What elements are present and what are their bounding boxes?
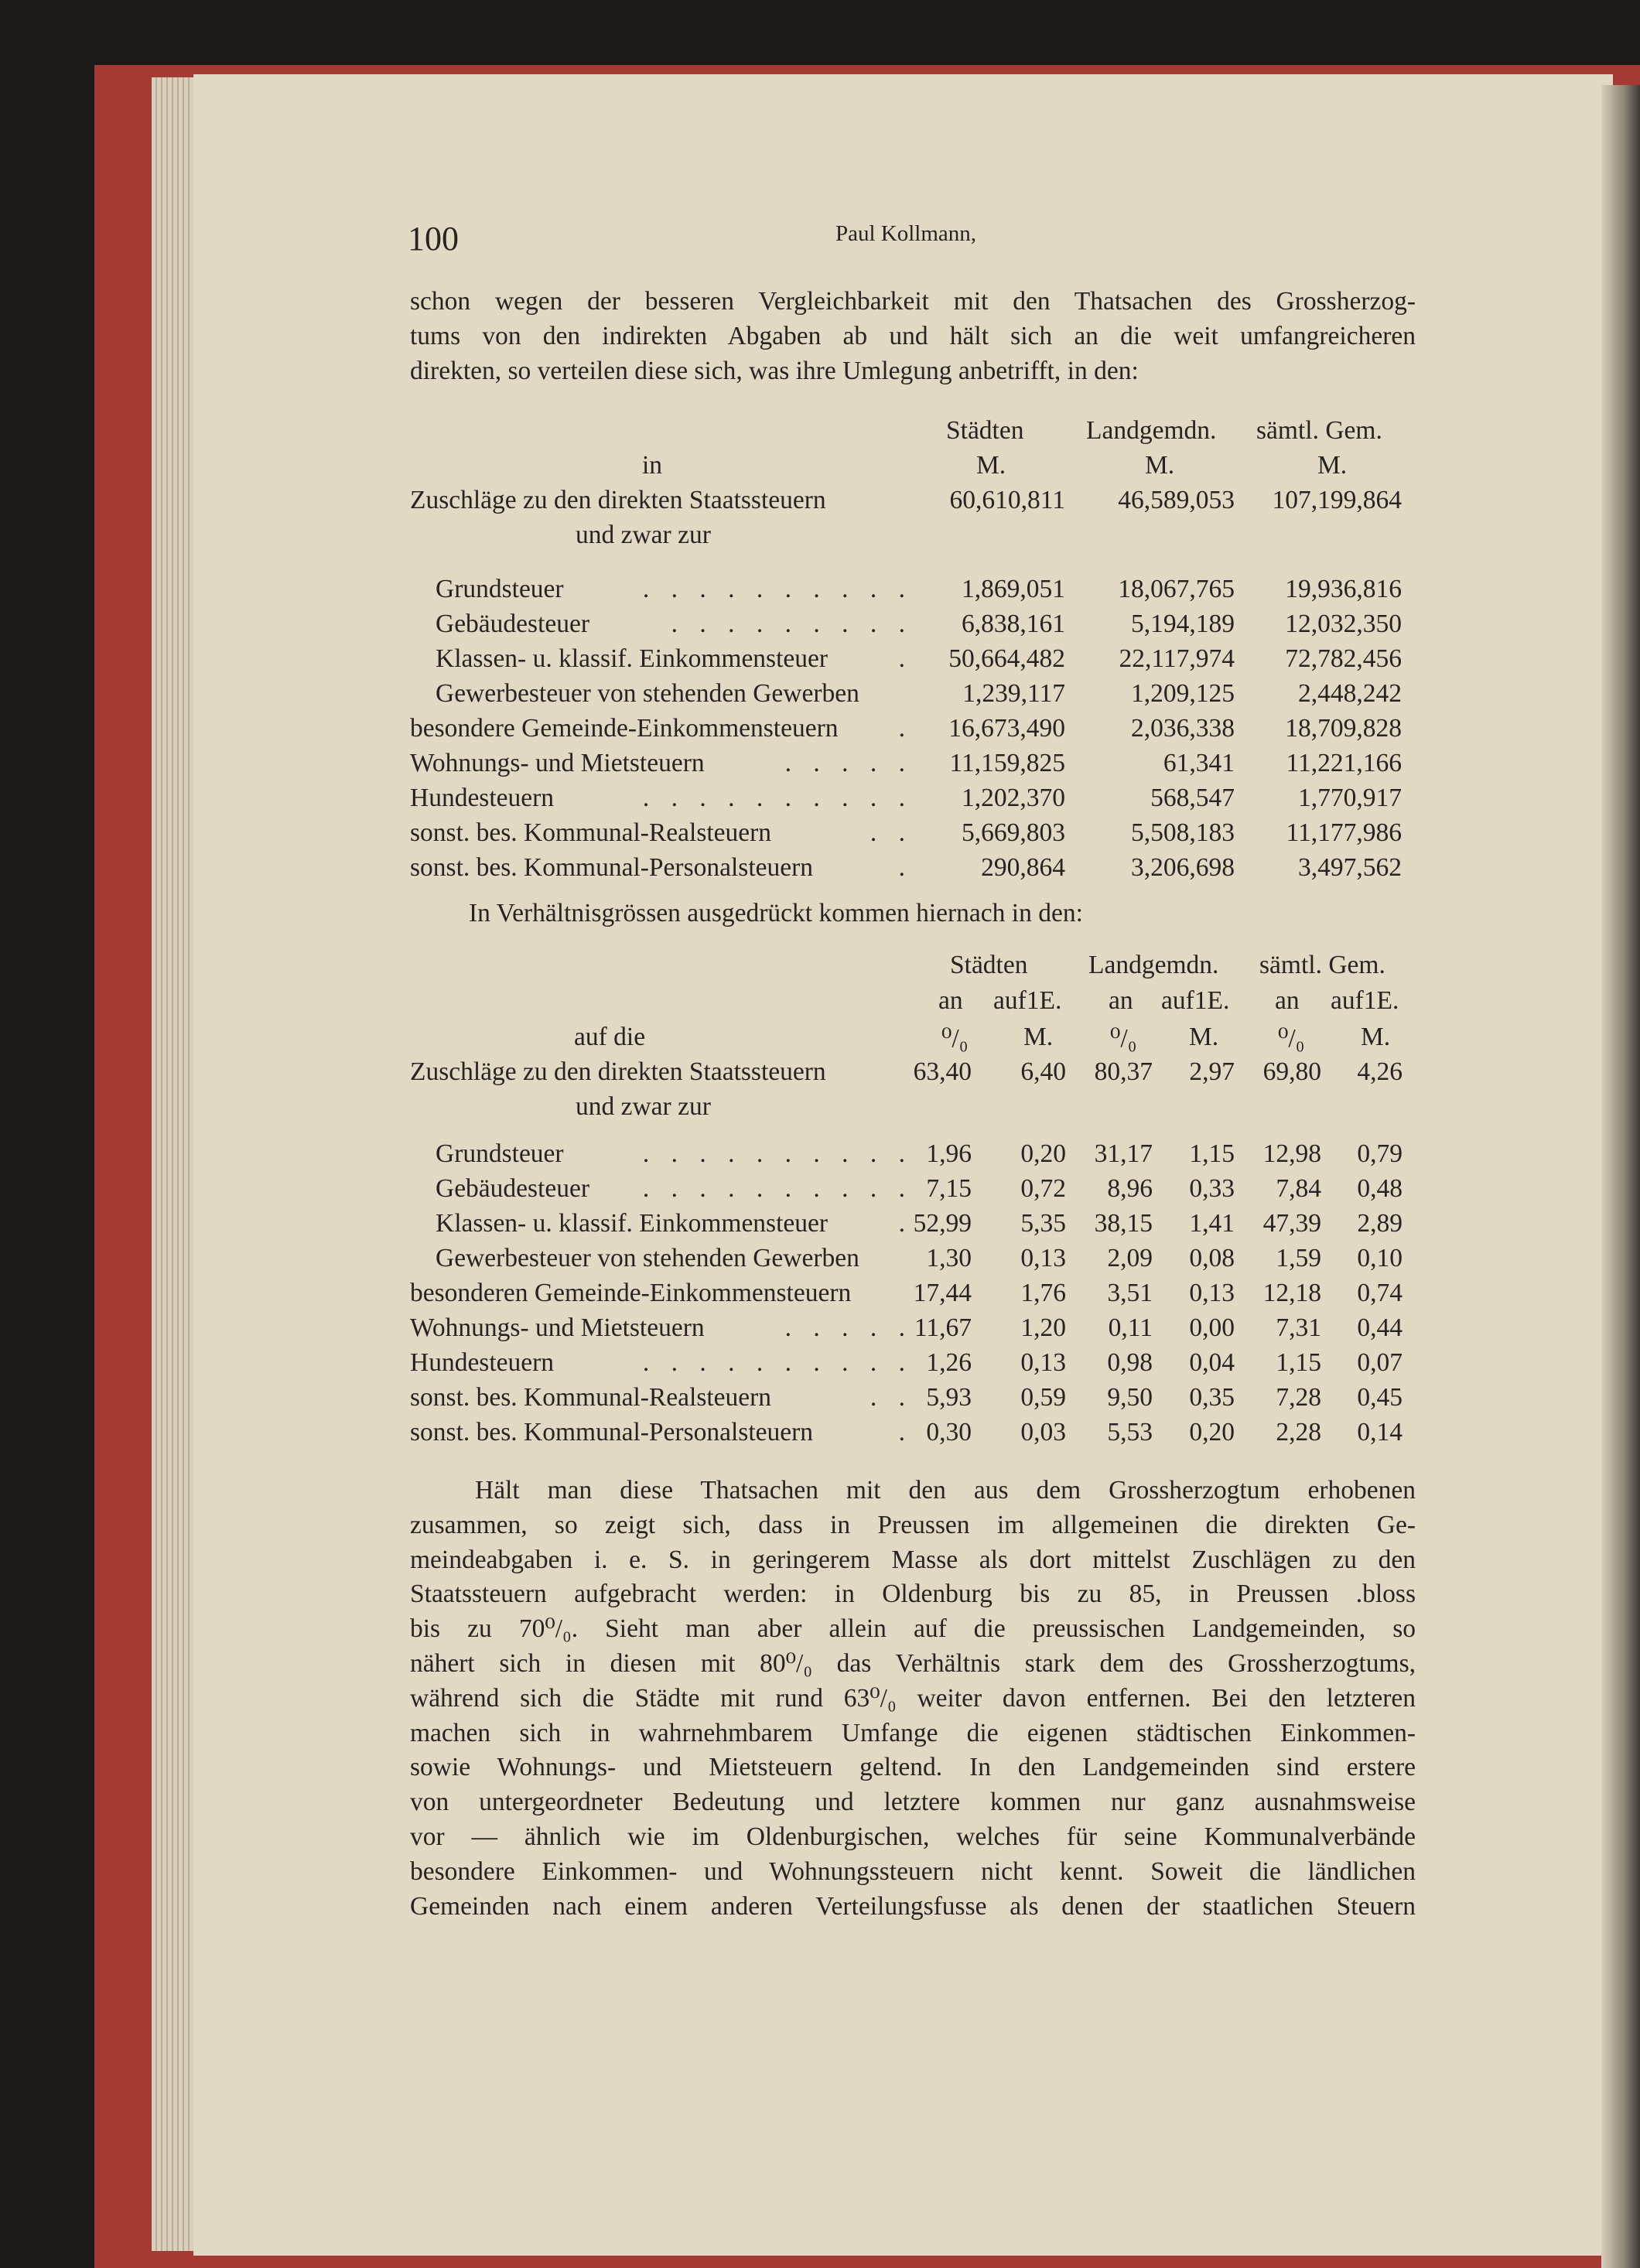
t2-header-staedten: Städten xyxy=(950,951,1028,979)
t2-header-percent: ⁰/₀ xyxy=(1278,1024,1305,1053)
t1-row-leader-dots: . . . . . xyxy=(784,749,913,777)
t2-header-auf1e: auf1E. xyxy=(1331,986,1399,1015)
t1-cell-saemtliche: 18,709,828 xyxy=(1285,714,1402,743)
t1-row-label: Klassen- u. klassif. Einkommensteuer xyxy=(436,644,829,673)
t2-cell: 0,45 xyxy=(1357,1383,1403,1412)
t2-cell: 1,15 xyxy=(1189,1139,1235,1168)
t2-cell: 4,26 xyxy=(1357,1057,1403,1086)
t1-row-leader-dots: . . . . . . . . . . xyxy=(642,575,913,603)
intro-paragraph xyxy=(410,285,1416,388)
t2-row-label: Hundesteuern xyxy=(410,1348,555,1377)
t2-header-percent: ⁰/₀ xyxy=(1110,1024,1137,1053)
t2-cell: 2,89 xyxy=(1357,1209,1403,1238)
t1-cell-saemtliche: 19,936,816 xyxy=(1285,575,1402,603)
t2-cell: 1,59 xyxy=(1276,1244,1321,1272)
t2-cell: 80,37 xyxy=(1094,1057,1153,1086)
t2-cell: 7,15 xyxy=(926,1174,972,1203)
t2-header-percent: ⁰/₀ xyxy=(941,1024,969,1053)
t2-cell: 0,33 xyxy=(1189,1174,1235,1203)
t1-cell-landgemeinden: 568,547 xyxy=(1150,784,1235,812)
t2-cell: 11,67 xyxy=(914,1313,972,1342)
t2-row-label: Klassen- u. klassif. Einkommensteuer xyxy=(436,1209,829,1238)
closing-line: Staatssteuern aufgebracht werden: in Oldenburg bis zu 85, in Preussen .bloss xyxy=(410,1580,1416,1609)
t2-row-label: Wohnungs- und Mietsteuern xyxy=(410,1313,705,1342)
t2-cell: 0,13 xyxy=(1020,1348,1066,1377)
t1-cell-staedten: 290,864 xyxy=(981,853,1065,882)
t2-cell: 0,10 xyxy=(1357,1244,1403,1272)
t1-cell-staedten: 60,610,811 xyxy=(949,486,1065,514)
t2-cell: 7,28 xyxy=(1276,1383,1321,1412)
t1-header-in: in xyxy=(642,451,663,480)
t2-cell: 7,31 xyxy=(1276,1313,1321,1342)
t1-cell-saemtliche: 1,770,917 xyxy=(1298,784,1402,812)
t1-cell-staedten: 11,159,825 xyxy=(949,749,1065,777)
t1-row-leader-dots: . . . . . . . . . . xyxy=(642,784,913,812)
t2-cell: 0,04 xyxy=(1189,1348,1235,1377)
t1-cell-staedten: 1,869,051 xyxy=(962,575,1065,603)
t2-cell: 38,15 xyxy=(1094,1209,1153,1238)
t1-cell-saemtliche: 11,221,166 xyxy=(1286,749,1402,777)
t1-cell-staedten: 50,664,482 xyxy=(948,644,1065,673)
t2-cell: 2,28 xyxy=(1276,1418,1321,1447)
t1-cell-staedten: 6,838,161 xyxy=(962,610,1065,638)
t1-row-leader-dots: . xyxy=(898,714,913,743)
t2-header-auf-die: auf die xyxy=(574,1023,646,1051)
t2-cell: 52,99 xyxy=(913,1209,972,1238)
t2-cell: 0,44 xyxy=(1357,1313,1403,1342)
t2-cell: 1,96 xyxy=(926,1139,972,1168)
running-head: Paul Kollmann, xyxy=(835,221,977,246)
t2-cell: 0,20 xyxy=(1020,1139,1066,1168)
t1-cell-staedten: 5,669,803 xyxy=(962,818,1065,847)
t2-cell: 1,26 xyxy=(926,1348,972,1377)
t1-cell-saemtliche: 3,497,562 xyxy=(1298,853,1402,882)
t2-header-an: an xyxy=(1275,986,1300,1015)
t1-cell-landgemeinden: 5,194,189 xyxy=(1131,610,1235,638)
t2-cell: 47,39 xyxy=(1262,1209,1321,1238)
t2-cell: 0,20 xyxy=(1189,1418,1235,1447)
t2-cell: 12,18 xyxy=(1262,1279,1321,1307)
t1-cell-saemtliche: 12,032,350 xyxy=(1285,610,1402,638)
t2-cell: 0,72 xyxy=(1020,1174,1066,1203)
t1-header-saemtliche: sämtl. Gem. xyxy=(1256,416,1382,445)
t2-cell: 0,13 xyxy=(1189,1279,1235,1307)
t2-row-label: sonst. bes. Kommunal-Personalsteuern xyxy=(410,1418,814,1447)
t1-cell-saemtliche: 2,448,242 xyxy=(1298,679,1402,708)
t2-row-label: Grundsteuer xyxy=(436,1139,564,1168)
t1-cell-landgemeinden: 2,036,338 xyxy=(1131,714,1235,743)
t2-header-auf1e: auf1E. xyxy=(993,986,1062,1015)
t2-cell: 8,96 xyxy=(1107,1174,1153,1203)
t2-row-leader-dots: . . . . . xyxy=(784,1313,913,1342)
t1-row-leader-dots: . xyxy=(898,853,913,882)
t2-header-an: an xyxy=(1109,986,1133,1015)
t2-cell: 2,09 xyxy=(1107,1244,1153,1272)
closing-line: meindeabgaben i. e. S. in geringerem Masse als dort mittelst Zuschlägen zu den xyxy=(410,1545,1416,1574)
t2-cell: 17,44 xyxy=(913,1279,972,1307)
t2-row-label: Zuschläge zu den direkten Staatssteuern xyxy=(410,1057,826,1086)
intro-line: direkten, so verteilen diese sich, was ihre Umlegung anbetrifft, in den: xyxy=(410,356,1139,385)
t2-cell: 1,41 xyxy=(1189,1209,1235,1238)
t1-row-label: Gewerbesteuer von stehenden Gewerben xyxy=(436,679,859,708)
t2-row-leader-dots: . xyxy=(898,1418,913,1447)
closing-paragraph xyxy=(410,1474,1416,1924)
t2-cell: 1,15 xyxy=(1276,1348,1321,1377)
t1-row-leader-dots: . . . . . . . . . xyxy=(671,610,913,638)
book-gutter xyxy=(1601,85,1640,2268)
t1-header-landgemeinden: Landgemdn. xyxy=(1086,416,1217,445)
t2-header-saemtliche: sämtl. Gem. xyxy=(1259,951,1385,979)
t2-cell: 5,93 xyxy=(926,1383,972,1412)
t2-header-auf1e: auf1E. xyxy=(1161,986,1230,1015)
closing-line: besondere Einkommen- und Wohnungssteuern nicht kennt. Soweit die ländlichen xyxy=(410,1856,1416,1886)
t1-cell-landgemeinden: 46,589,053 xyxy=(1118,486,1235,514)
closing-line: bis zu 70⁰/₀. Sieht man aber allein auf die preussischen Landgemeinden, so xyxy=(410,1614,1416,1644)
closing-line: sowie Wohnungs- und Mietsteuern geltend. In den Landgemeinden sind erstere xyxy=(410,1753,1416,1782)
t1-cell-staedten: 16,673,490 xyxy=(948,714,1065,743)
t2-cell: 6,40 xyxy=(1020,1057,1066,1086)
t1-row-leader-dots: . xyxy=(898,644,913,673)
t2-header-unit: M. xyxy=(1023,1023,1054,1051)
t1-row-label: Grundsteuer xyxy=(436,575,564,603)
t2-cell: 2,97 xyxy=(1189,1057,1235,1086)
t2-row-leader-dots: . xyxy=(898,1209,913,1238)
t2-cell: 12,98 xyxy=(1262,1139,1321,1168)
closing-line: während sich die Städte mit rund 63⁰/₀ weiter davon entfernen. Bei den letzteren xyxy=(410,1683,1416,1713)
t2-sub-label: und zwar zur xyxy=(576,1092,711,1121)
t2-cell: 0,59 xyxy=(1020,1383,1066,1412)
t2-cell: 0,03 xyxy=(1020,1418,1066,1447)
t1-cell-landgemeinden: 22,117,974 xyxy=(1119,644,1235,673)
t1-sub-label: und zwar zur xyxy=(576,521,711,549)
t2-header-an: an xyxy=(938,986,963,1015)
t1-row-label: sonst. bes. Kommunal-Realsteuern xyxy=(410,818,772,847)
t2-cell: 0,07 xyxy=(1357,1348,1403,1377)
t2-cell: 69,80 xyxy=(1262,1057,1321,1086)
t2-cell: 3,51 xyxy=(1107,1279,1153,1307)
t2-cell: 0,35 xyxy=(1189,1383,1235,1412)
t1-cell-saemtliche: 72,782,456 xyxy=(1285,644,1402,673)
closing-line: Gemeinden nach einem anderen Verteilungsfusse als denen der staatlichen Steuern xyxy=(410,1891,1416,1921)
t2-cell: 5,53 xyxy=(1107,1418,1153,1447)
t1-row-label: sonst. bes. Kommunal-Personalsteuern xyxy=(410,853,814,882)
t2-cell: 5,35 xyxy=(1020,1209,1066,1238)
t2-cell: 0,00 xyxy=(1189,1313,1235,1342)
t1-cell-landgemeinden: 61,341 xyxy=(1163,749,1235,777)
t1-row-label: Zuschläge zu den direkten Staatssteuern xyxy=(410,486,826,514)
t1-cell-landgemeinden: 1,209,125 xyxy=(1131,679,1235,708)
t2-header-landgemeinden: Landgemdn. xyxy=(1088,951,1219,979)
t2-row-label: Gewerbesteuer von stehenden Gewerben xyxy=(436,1244,859,1272)
page-number: 100 xyxy=(408,220,459,258)
t1-cell-staedten: 1,202,370 xyxy=(962,784,1065,812)
t1-cell-saemtliche: 11,177,986 xyxy=(1286,818,1402,847)
t1-header-unit: M. xyxy=(1145,451,1175,480)
t2-header-unit: M. xyxy=(1361,1023,1391,1051)
t2-row-label: besonderen Gemeinde-Einkommensteuern xyxy=(410,1279,852,1307)
t1-cell-landgemeinden: 18,067,765 xyxy=(1118,575,1235,603)
t1-row-label: Gebäudesteuer xyxy=(436,610,590,638)
closing-line: Hält man diese Thatsachen mit den aus dem Grossherzogtum erhobenen xyxy=(475,1476,1416,1505)
t2-cell: 0,13 xyxy=(1020,1244,1066,1272)
t1-header-unit: M. xyxy=(976,451,1006,480)
intro-line: schon wegen der besseren Vergleichbarkeit mit den Thatsachen des Grossherzog- xyxy=(410,287,1416,316)
t2-cell: 31,17 xyxy=(1094,1139,1153,1168)
t2-row-leader-dots: . . . . . . . . . . xyxy=(642,1139,913,1168)
t2-cell: 63,40 xyxy=(913,1057,972,1086)
t2-row-label: sonst. bes. Kommunal-Realsteuern xyxy=(410,1383,772,1412)
t1-row-label: besondere Gemeinde-Einkommensteuern xyxy=(410,714,839,743)
t2-row-label: Gebäudesteuer xyxy=(436,1174,590,1203)
page-stack-edges xyxy=(152,77,198,2251)
closing-line: nähert sich in diesen mit 80⁰/₀ das Verhältnis stark dem des Grossherzogtums, xyxy=(410,1648,1416,1678)
intro-line: tums von den indirekten Abgaben ab und hält sich an die weit umfangreicheren xyxy=(410,321,1416,350)
t2-row-leader-dots: . . . . . . . . . . xyxy=(642,1174,913,1203)
t2-cell: 9,50 xyxy=(1107,1383,1153,1412)
t2-cell: 7,84 xyxy=(1276,1174,1321,1203)
t2-cell: 0,48 xyxy=(1357,1174,1403,1203)
t1-cell-landgemeinden: 5,508,183 xyxy=(1131,818,1235,847)
t2-cell: 1,30 xyxy=(926,1244,972,1272)
t1-row-label: Wohnungs- und Mietsteuern xyxy=(410,749,705,777)
t2-row-leader-dots: . . xyxy=(870,1383,913,1412)
t2-header-unit: M. xyxy=(1189,1023,1219,1051)
closing-line: machen sich in wahrnehmbarem Umfange die eigenen städtischen Einkommen- xyxy=(410,1718,1416,1747)
t2-cell: 0,14 xyxy=(1357,1418,1403,1447)
t1-header-staedten: Städten xyxy=(946,416,1024,445)
t1-row-leader-dots: . . xyxy=(870,818,913,847)
t1-cell-saemtliche: 107,199,864 xyxy=(1272,486,1402,514)
t1-cell-landgemeinden: 3,206,698 xyxy=(1131,853,1235,882)
t1-header-unit: M. xyxy=(1317,451,1348,480)
t1-row-label: Hundesteuern xyxy=(410,784,555,812)
t2-cell: 1,20 xyxy=(1020,1313,1066,1342)
closing-line: von untergeordneter Bedeutung und letztere kommen nur ganz ausnahmsweise xyxy=(410,1788,1416,1817)
closing-line: zusammen, so zeigt sich, dass in Preussen im allgemeinen die direkten Ge- xyxy=(410,1510,1416,1539)
t2-cell: 0,08 xyxy=(1189,1244,1235,1272)
t2-cell: 1,76 xyxy=(1020,1279,1066,1307)
closing-line: vor — ähnlich wie im Oldenburgischen, welches für seine Kommunalverbände xyxy=(410,1822,1416,1851)
t1-cell-staedten: 1,239,117 xyxy=(962,679,1065,708)
t2-cell: 0,30 xyxy=(926,1418,972,1447)
mid-sentence: In Verhältnisgrössen ausgedrückt kommen hiernach in den: xyxy=(469,899,1083,927)
t2-cell: 0,11 xyxy=(1108,1313,1153,1342)
t2-cell: 0,79 xyxy=(1357,1139,1403,1168)
t2-cell: 0,98 xyxy=(1107,1348,1153,1377)
t2-row-leader-dots: . . . . . . . . . . xyxy=(642,1348,913,1377)
t2-cell: 0,74 xyxy=(1357,1279,1403,1307)
